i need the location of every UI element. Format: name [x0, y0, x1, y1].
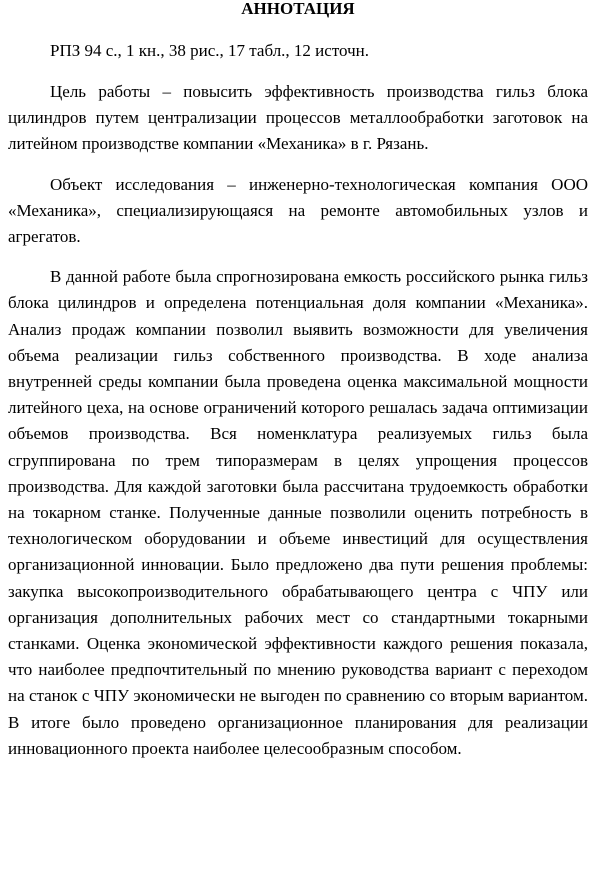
paragraph-purpose: Цель работы – повысить эффективность производства гильз блока цилиндров путем централизации процессов металлообработки заготовок на литейном производстве компании «Механика» в г. Рязань.	[8, 82, 588, 154]
report-summary-line: РПЗ 94 с., 1 кн., 38 рис., 17 табл., 12 источн.	[50, 41, 369, 60]
document-title: АННОТАЦИЯ	[241, 0, 355, 18]
paragraph-object: Объект исследования – инженерно-технологическая компания ООО «Механика», специализирующаяся на ремонте автомобильных узлов и агрегатов.	[8, 174, 588, 247]
document-page	[8, 0, 588, 762]
paragraph-body: В данной работе была спрогнозирована емкость российского рынка гильз блока цилиндров и определена потенциальная доля компании «Механика». Анализ продаж компании позволил выявить возможности для увеличения объема реализации гильз собственного производства. В ходе анализа внутренней среды компании была проведена оценка максимальной мощности литейного цеха, на основе ограничений которого решалась задача оптимизации объемов производства. Вся номенклатура реализуемых гильз была сгруппирована по трем типоразмерам в целях упрощения процессов производства. Для каждой заготовки была рассчитана трудоемкость обработки на токарном станке. Полученные данные позволили оценить потребность в технологическом оборудовании и объеме инвестиций для осуществления организационной инновации. Было предложено два пути решения проблемы: закупка высокопроизводительного обрабатывающего центра с ЧПУ или организация дополнительных рабочих мест со стандартными токарными станками. Оценка экономической эффективности каждого решения показала, что наиболее предпочтительный по мнению руководства вариант с переходом на станок с ЧПУ экономически не выгоден по сравнению со вторым вариантом. В итоге было проведено организационное планирования для реализации инновационного проекта наиболее целесообразным способом.	[8, 267, 588, 758]
